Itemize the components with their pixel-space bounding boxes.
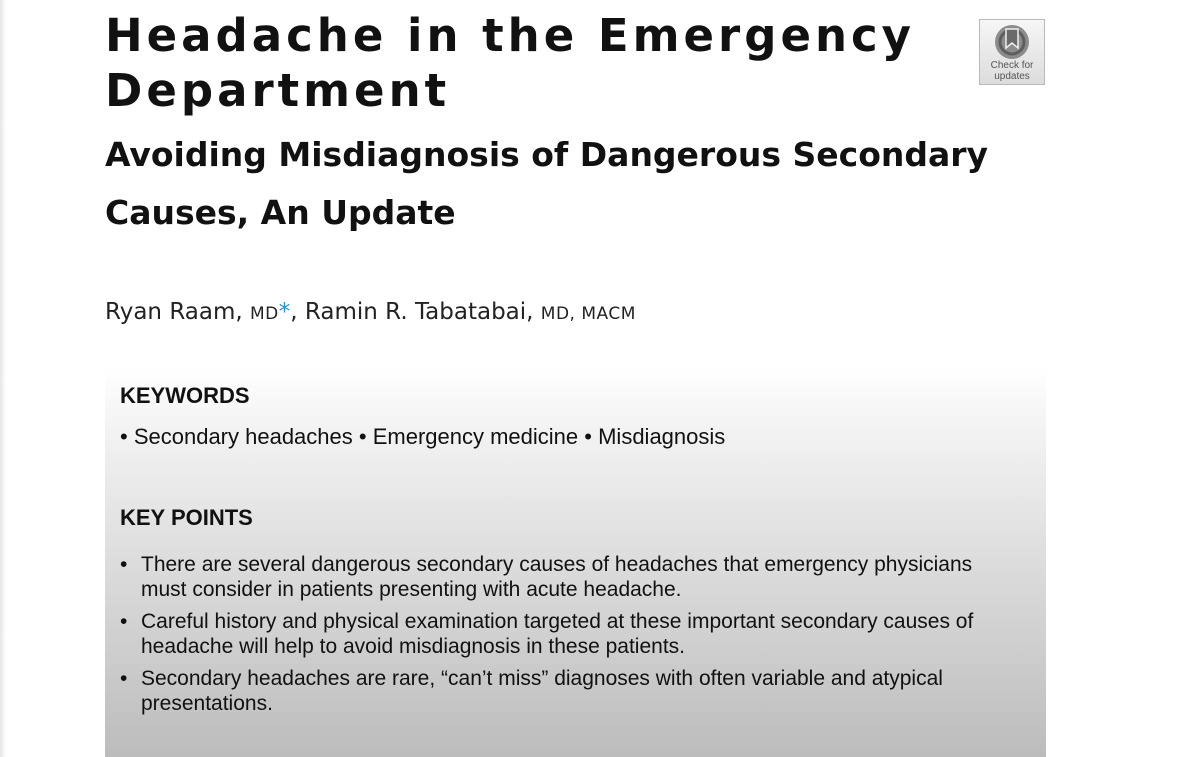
key-point-bullet: •	[120, 667, 128, 690]
article-title: Headache in the Emergency Department	[105, 9, 916, 117]
key-points-list	[120, 552, 1020, 723]
badge-label-line1: Check for	[990, 60, 1034, 71]
author-list	[105, 296, 636, 330]
key-point-text: Secondary headaches are rare, “can’t miss” diagnoses with often variable and atypical presentations.	[141, 667, 943, 715]
keywords-list	[120, 424, 725, 450]
page-edge-shadow	[0, 0, 6, 757]
key-point-item	[120, 552, 1020, 602]
keyword-item: Misdiagnosis	[598, 424, 726, 449]
key-point-bullet: •	[120, 610, 128, 633]
crossmark-bookmark-icon	[993, 24, 1031, 60]
key-point-item	[120, 666, 1020, 716]
keyword-bullet: •	[120, 424, 128, 449]
author-degree: MD	[250, 304, 279, 324]
corresponding-author-mark[interactable]: *	[278, 299, 291, 325]
check-for-updates-badge[interactable]	[979, 19, 1045, 85]
article-subtitle: Avoiding Misdiagnosis of Dangerous Secondary Causes, An Update	[105, 135, 989, 232]
keyword-item: Emergency medicine	[372, 424, 579, 449]
keyword-bullet: •	[358, 424, 367, 449]
keywords-heading: KEYWORDS	[120, 383, 250, 408]
key-point-text: There are several dangerous secondary causes of headaches that emergency physicians must consider in patients presenting with acute headache.	[141, 553, 973, 601]
key-point-text: Careful history and physical examination targeted at these important secondary causes of headache will help to avoid misdiagnosis in these patients.	[141, 610, 974, 658]
key-point-bullet: •	[120, 553, 128, 576]
key-point-item	[120, 609, 1020, 659]
author-name: Ramin R. Tabatabai,	[304, 299, 534, 325]
keyword-bullet: •	[584, 424, 592, 449]
badge-label-line2: updates	[994, 71, 1030, 82]
keyword-item: Secondary headaches	[133, 424, 353, 449]
abstract-box	[105, 368, 1046, 757]
author-degree: MD, MACM	[540, 304, 636, 324]
author-name: Ryan Raam,	[105, 299, 243, 325]
author-separator: ,	[290, 299, 298, 325]
key-points-heading: KEY POINTS	[120, 505, 253, 530]
